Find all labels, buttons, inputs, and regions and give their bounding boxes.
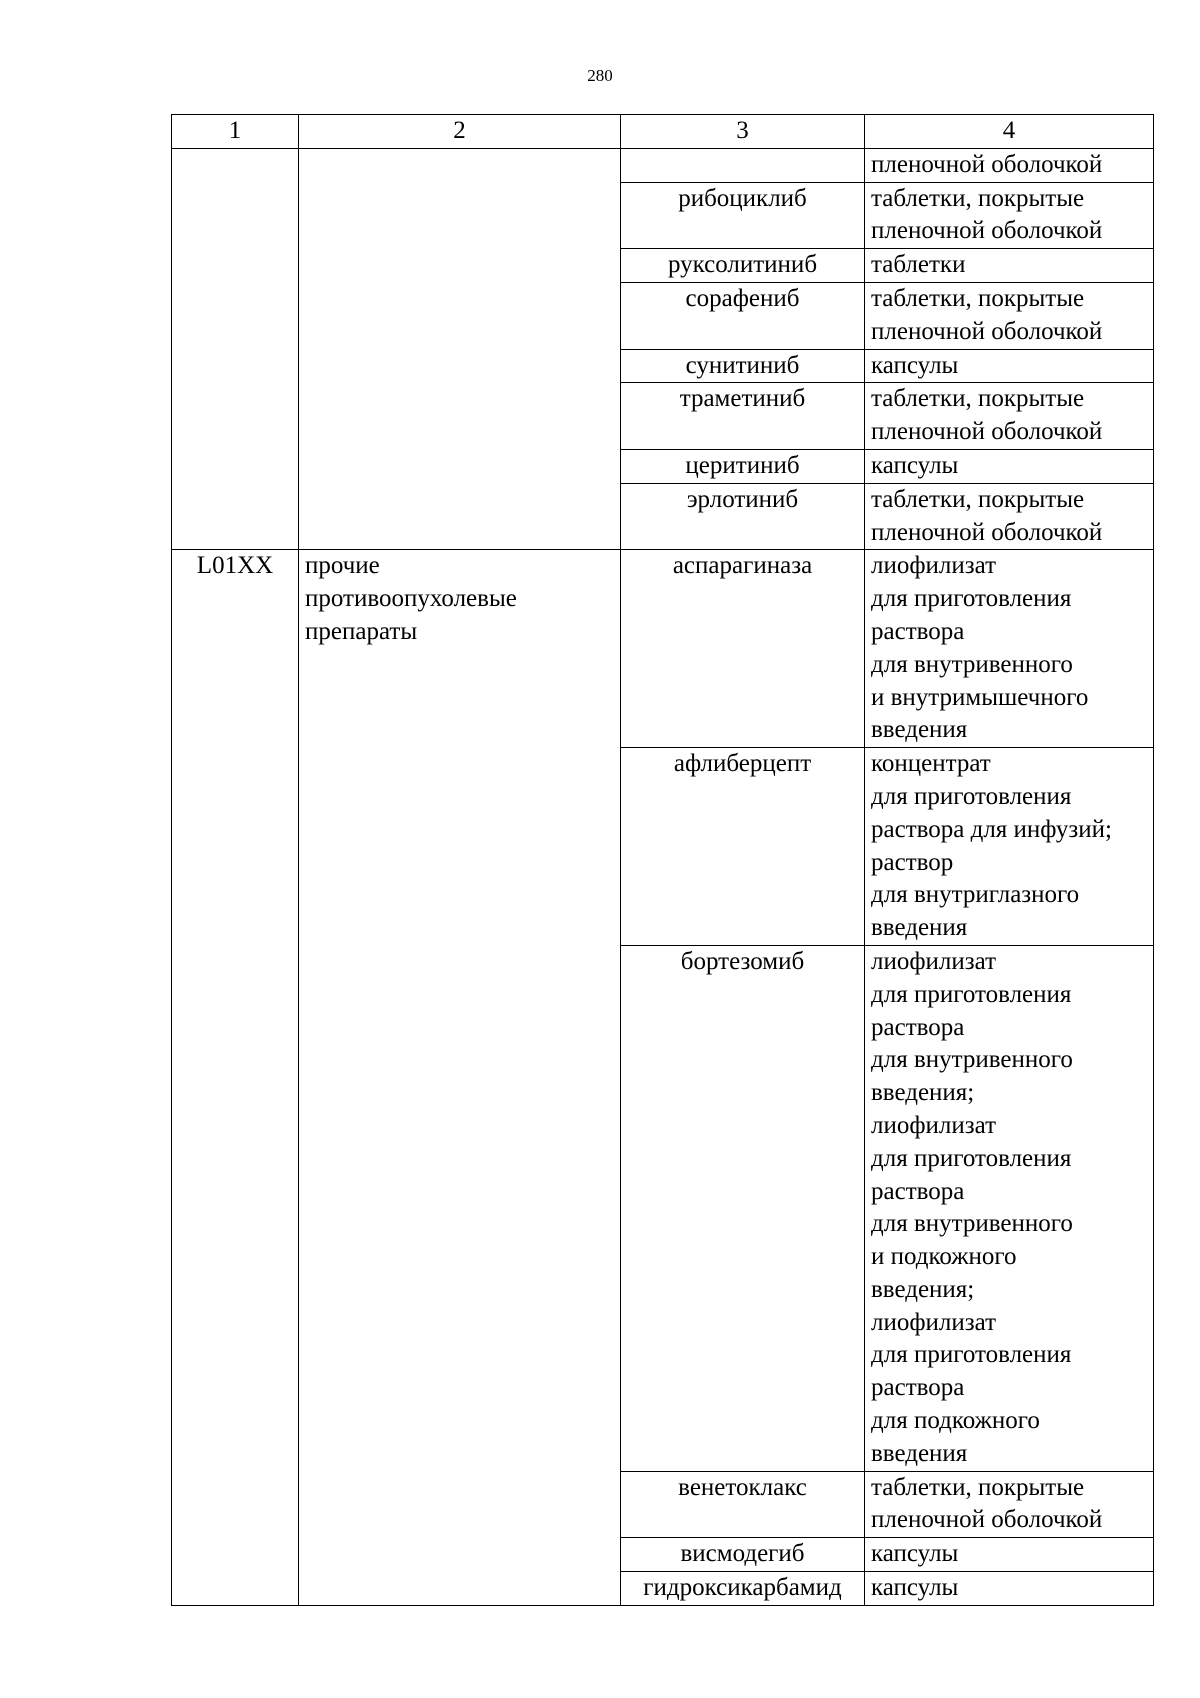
table-row (172, 148, 1154, 182)
drug-table (171, 114, 1154, 1606)
dosage-form-cell: таблетки (865, 249, 1154, 283)
dosage-form-cell: пленочной оболочкой (865, 148, 1154, 182)
dosage-form-cell: лиофилизат для приготовления раствора для внутривенного введения; лиофилизат для приготовления раствора для внутривенного и подкожного введения; лиофилизат для приготовления раствора для подкожного введения (865, 945, 1154, 1471)
page-number: 280 (587, 66, 613, 85)
dosage-form-cell: капсулы (865, 1572, 1154, 1606)
dosage-form-cell: концентрат для приготовления раствора для инфузий; раствор для внутриглазного введения (865, 748, 1154, 946)
header-cell: 3 (621, 115, 865, 149)
dosage-form-cell: капсулы (865, 449, 1154, 483)
drug-name-cell: сорафениб (621, 282, 865, 349)
dosage-form-cell: капсулы (865, 349, 1154, 383)
drug-name-cell: венетоклакс (621, 1471, 865, 1538)
table-header-row (172, 115, 1154, 149)
table-row (172, 550, 1154, 748)
dosage-form-cell: таблетки, покрытые пленочной оболочкой (865, 383, 1154, 450)
drug-name-cell: руксолитиниб (621, 249, 865, 283)
dosage-form-cell: таблетки, покрытые пленочной оболочкой (865, 282, 1154, 349)
dosage-form-cell: таблетки, покрытые пленочной оболочкой (865, 1471, 1154, 1538)
dosage-form-cell: таблетки, покрытые пленочной оболочкой (865, 483, 1154, 550)
group-code-cell: L01XX (172, 550, 299, 1606)
drug-name-cell: церитиниб (621, 449, 865, 483)
drug-name-cell: аспарагиназа (621, 550, 865, 748)
group-code-cell (172, 148, 299, 550)
header-cell: 2 (299, 115, 621, 149)
drug-name-cell (621, 148, 865, 182)
drug-name-cell: бортезомиб (621, 945, 865, 1471)
drug-name-cell: эрлотиниб (621, 483, 865, 550)
drug-name-cell: рибоциклиб (621, 182, 865, 249)
header-cell: 4 (865, 115, 1154, 149)
drug-name-cell: сунитиниб (621, 349, 865, 383)
drug-name-cell: афлиберцепт (621, 748, 865, 946)
group-name-cell (299, 148, 621, 550)
drug-name-cell: гидроксикарбамид (621, 1572, 865, 1606)
drug-name-cell: висмодегиб (621, 1538, 865, 1572)
dosage-form-cell: капсулы (865, 1538, 1154, 1572)
group-name-cell: прочие противоопухолевые препараты (299, 550, 621, 1606)
dosage-form-cell: лиофилизат для приготовления раствора для внутривенного и внутримышечного введения (865, 550, 1154, 748)
dosage-form-cell: таблетки, покрытые пленочной оболочкой (865, 182, 1154, 249)
drug-name-cell: траметиниб (621, 383, 865, 450)
header-cell: 1 (172, 115, 299, 149)
